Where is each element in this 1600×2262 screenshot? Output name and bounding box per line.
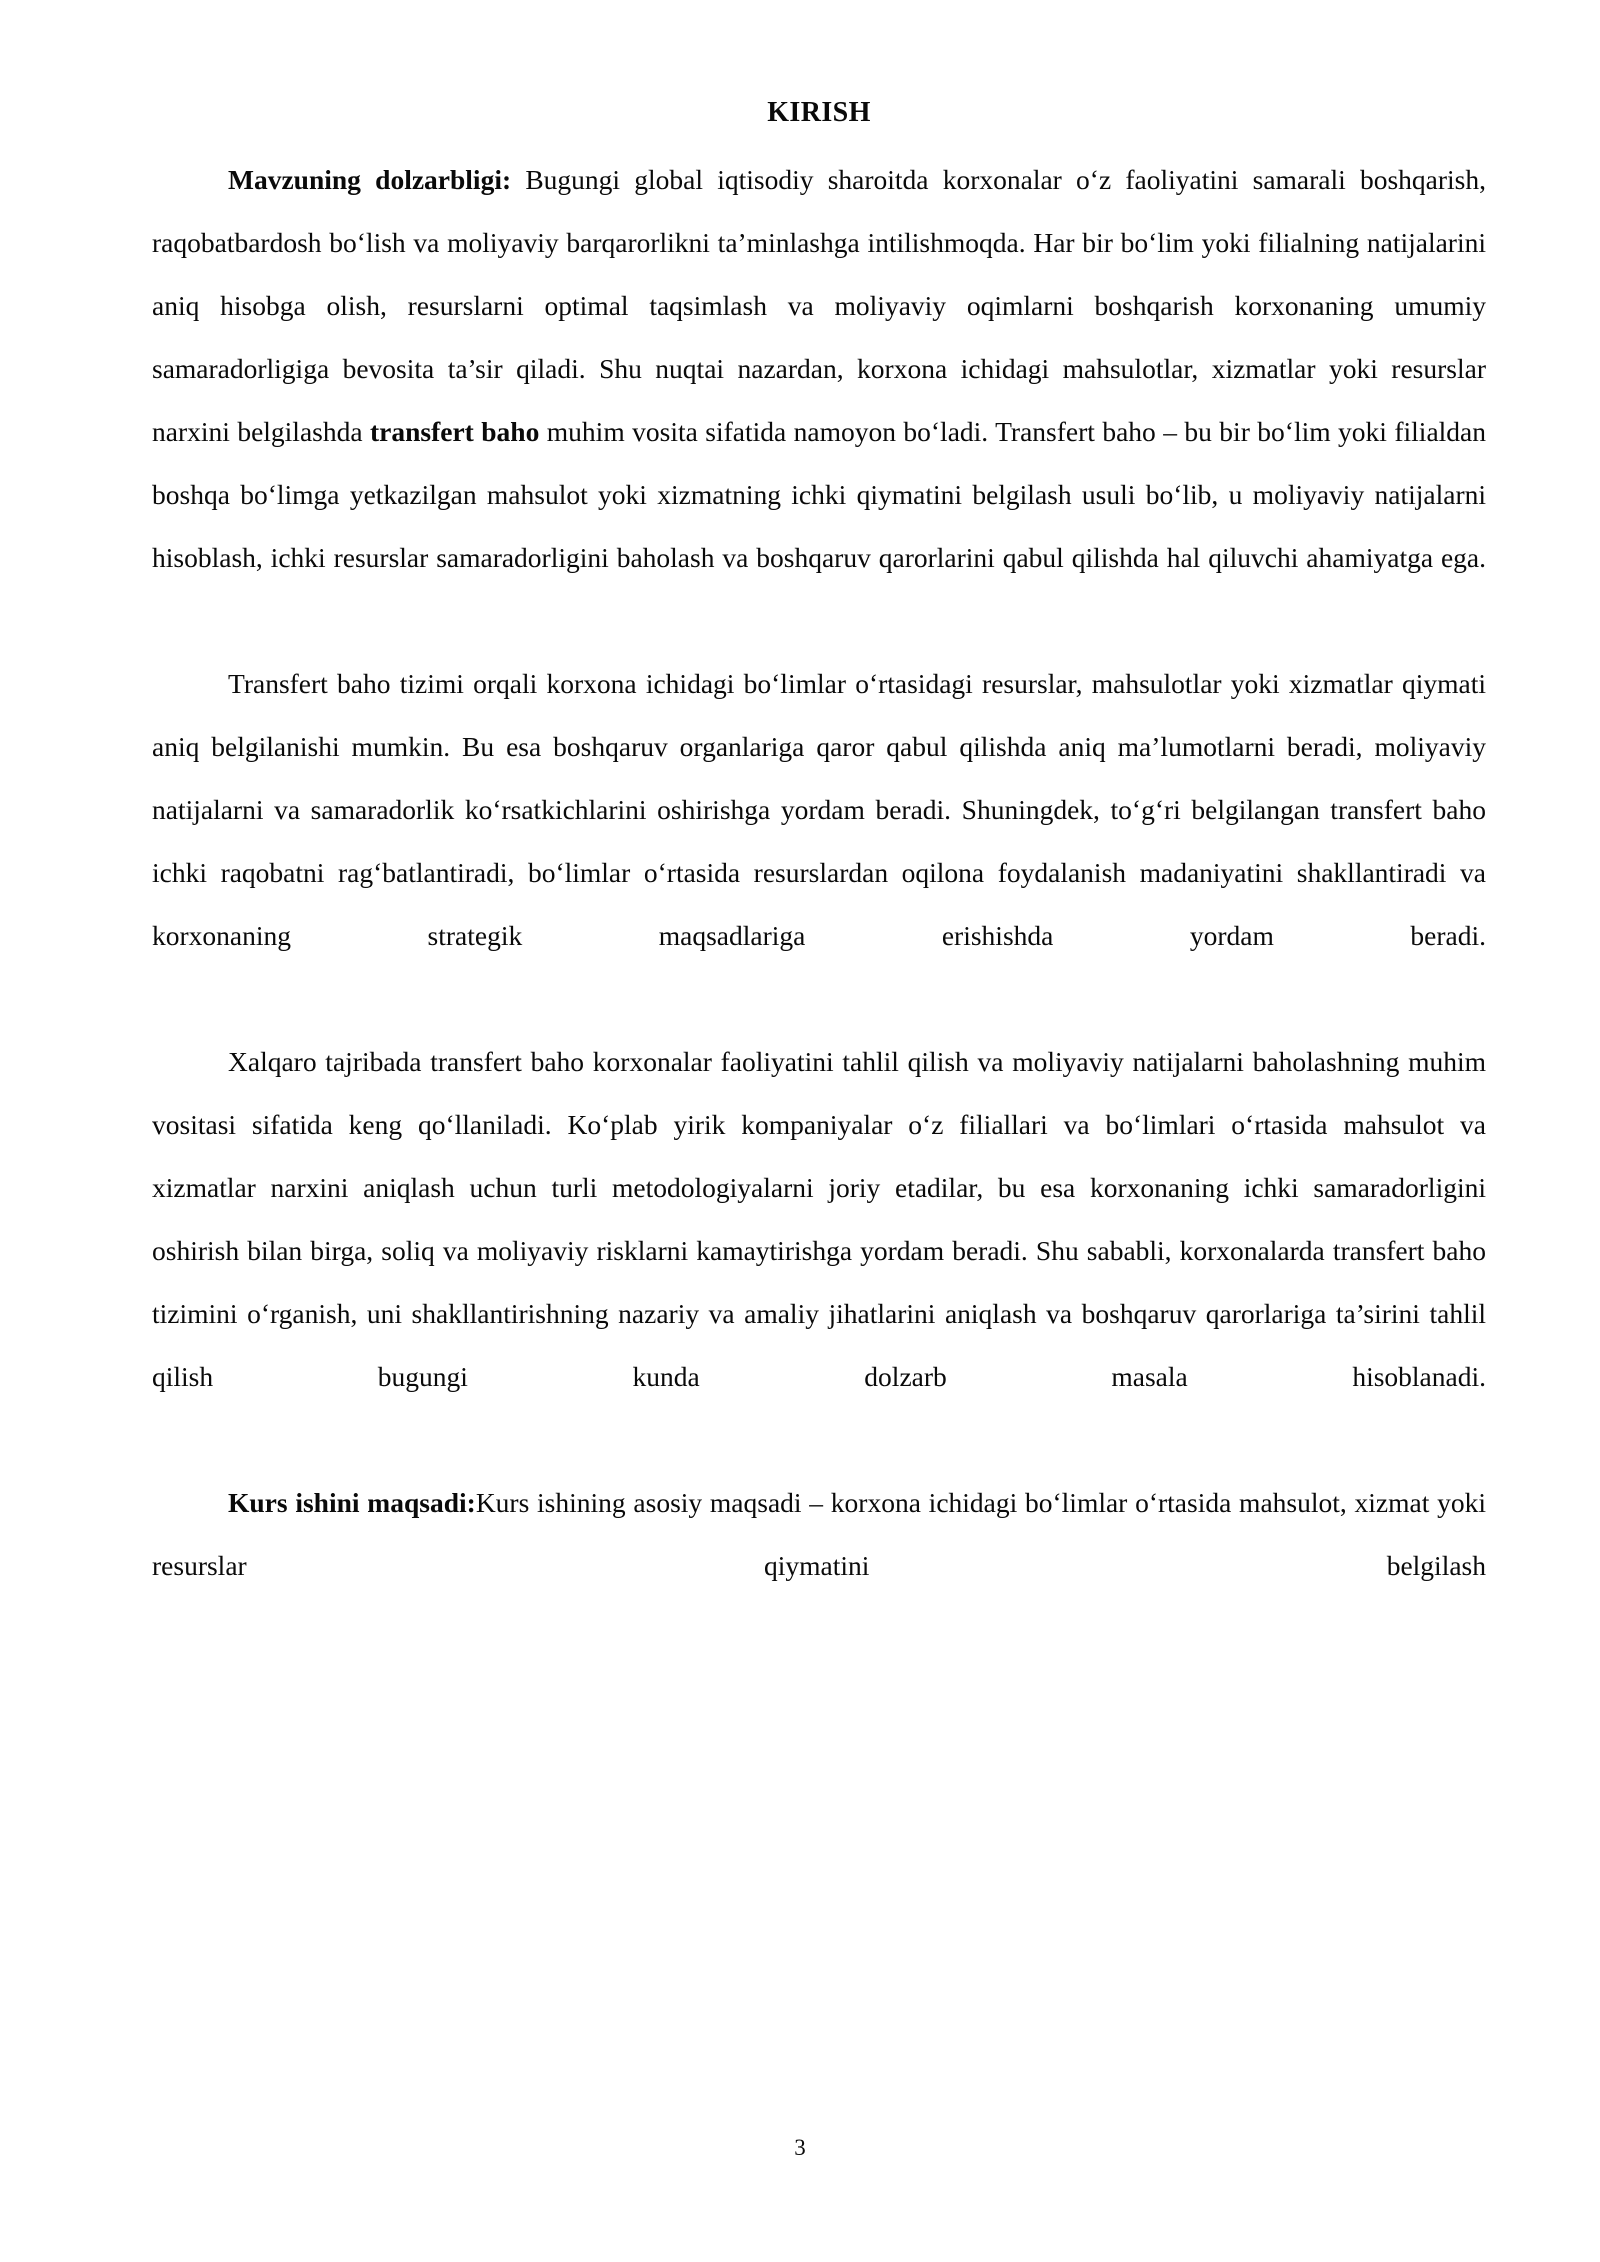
paragraph-1	[152, 148, 1486, 652]
paragraph-1-text-part-1: Bugungi global iqtisodiy sharoitda korxonalar o‘z faoliyatini samarali boshqarish, raqobatbardosh bo‘lish va moliyaviy barqarorlikni ta’minlashga intilishmoqda. Har bir bo‘lim yoki filialning natijalarini aniq hisobga olish, resurslarni optimal taqsimlash va moliyaviy oqimlarni boshqarish korxonaning umumiy samaradorligiga bevosita ta’sir qiladi. Shu nuqtai nazardan, korxona ichidagi mahsulotlar, xizmatlar yoki resurslar narxini belgilashda	[152, 164, 1487, 447]
paragraph-1-inline-bold: transfert baho	[370, 416, 540, 447]
paragraph-3	[152, 1030, 1486, 1471]
page-title: KIRISH	[767, 97, 871, 128]
paragraph-2-text: Transfert baho tizimi orqali korxona ichidagi bo‘limlar o‘rtasidagi resurslar, mahsulotlar yoki xizmatlar qiymati aniq belgilanishi mumkin. Bu esa boshqaruv organlariga qaror qabul qilishda aniq ma’lumotlarni beradi, moliyaviy natijalarni va samaradorlik ko‘rsatkichlarini oshirishga yordam beradi. Shuningdek, to‘g‘ri belgilangan transfert baho ichki raqobatni rag‘batlantiradi, bo‘limlar o‘rtasida resurslardan oqilona foydalanish madaniyatini shakllantiradi va korxonaning strategik maqsadlariga erishishda yordam beradi.	[152, 668, 1486, 951]
paragraph-1-lead-bold: Mavzuning dolzarbligi:	[228, 164, 512, 195]
paragraph-2	[152, 652, 1486, 1030]
paragraph-3-text: Xalqaro tajribada transfert baho korxonalar faoliyatini tahlil qilish va moliyaviy natijalarni baholashning muhim vositasi sifatida keng qo‘llaniladi. Ko‘plab yirik kompaniyalar o‘z filiallari va bo‘limlari o‘rtasida mahsulot va xizmatlar narxini aniqlash uchun turli metodologiyalarni joriy etadilar, bu esa korxonaning ichki samaradorligini oshirish bilan birga, soliq va moliyaviy risklarni kamaytirishga yordam beradi. Shu sababli, korxonalarda transfert baho tizimini o‘rganish, uni shakllantirishning nazariy va amaliy jihatlarini aniqlash va boshqaruv qarorlariga ta’sirini tahlil qilish bugungi kunda dolzarb masala hisoblanadi.	[152, 1046, 1486, 1392]
paragraph-4-lead-bold: Kurs ishini maqsadi:	[228, 1487, 476, 1518]
paragraph-1-text-part-2: muhim vosita sifatida namoyon bo‘ladi. Transfert baho – bu bir bo‘lim yoki filialdan boshqa bo‘limga yetkazilgan mahsulot yoki xizmatning ichki qiymatini belgilash usuli bo‘lib, u moliyaviy natijalarni hisoblash, ichki resurslar samaradorligini baholash va boshqaruv qarorlarini qabul qilishda hal qiluvchi ahamiyatga ega.	[152, 416, 1486, 573]
page-number: 3	[794, 2135, 806, 2160]
paragraph-4	[152, 1471, 1486, 1660]
page-content	[152, 96, 1486, 1660]
paragraph-4-text: Kurs ishining asosiy maqsadi – korxona ichidagi bo‘limlar o‘rtasida mahsulot, xizmat yoki resurslar qiymatini belgilash	[152, 1487, 1486, 1581]
